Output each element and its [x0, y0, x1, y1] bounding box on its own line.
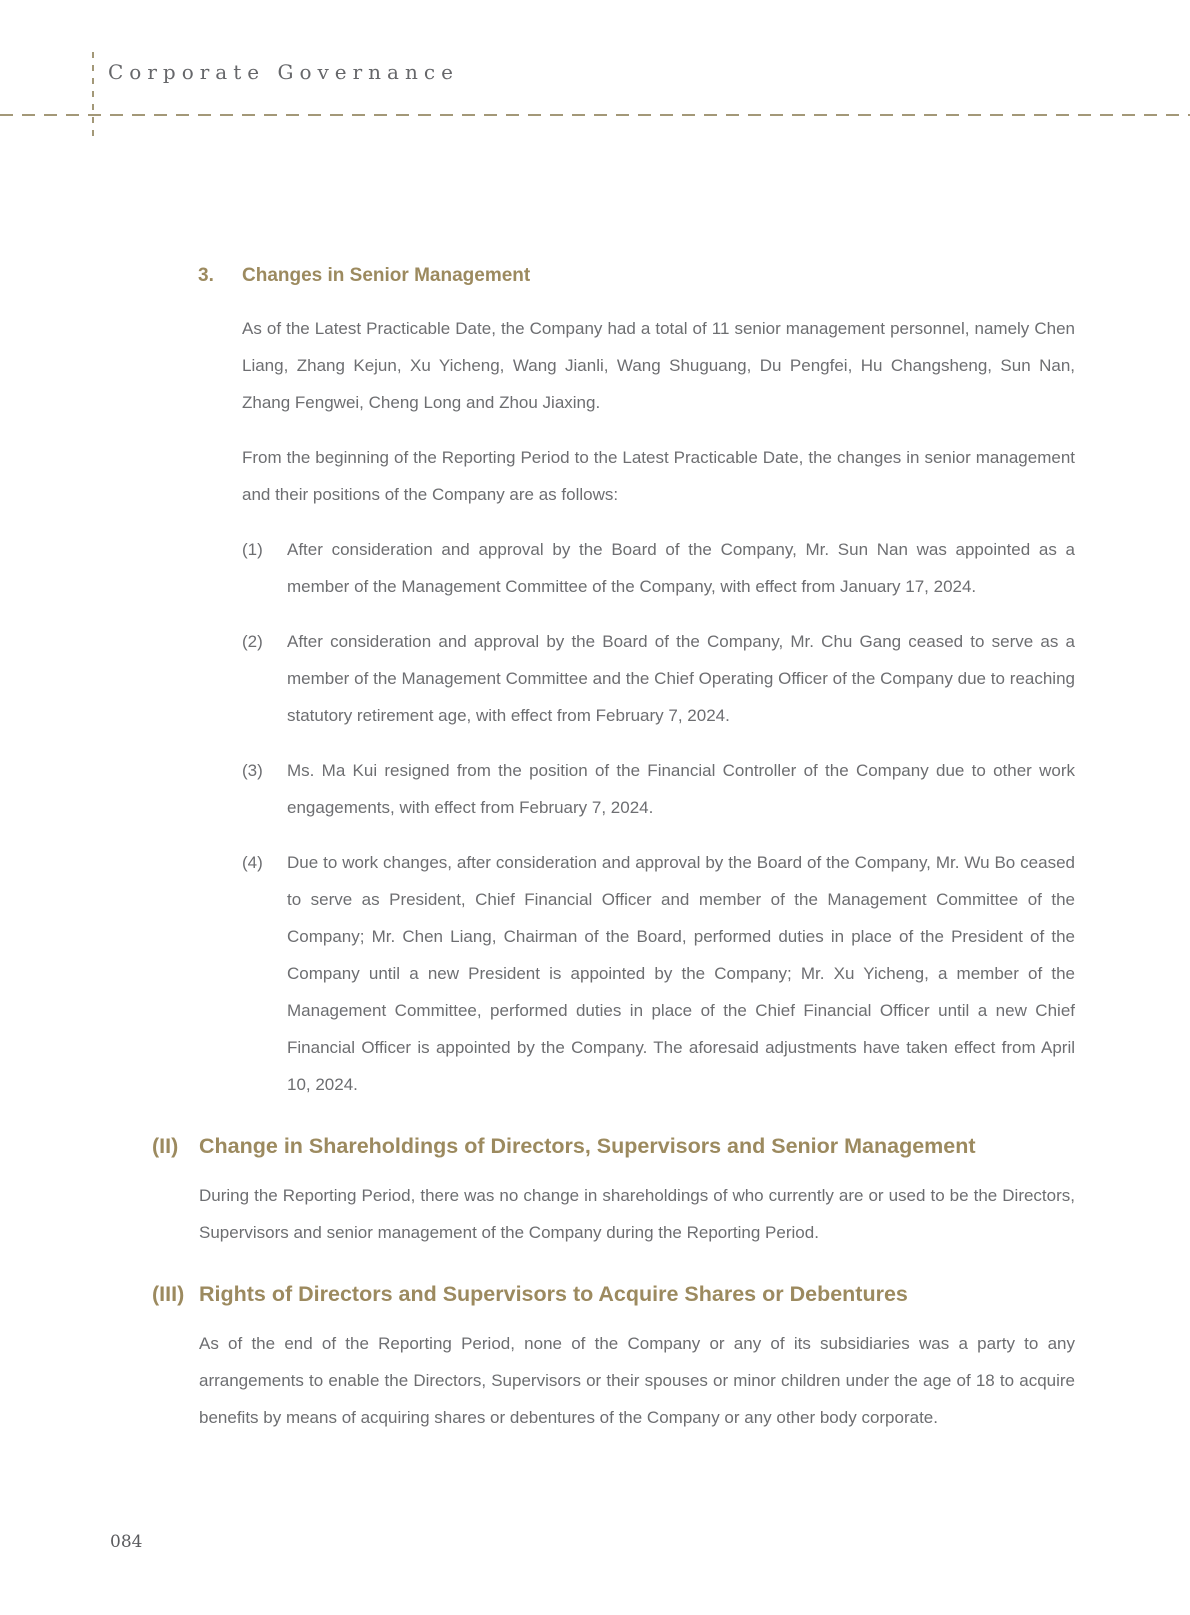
section-3-number: 3.: [198, 265, 214, 286]
list-item-text: Ms. Ma Kui resigned from the position of the Financial Controller of the Company due to other work engagements, with effect from February 7, 2024.: [287, 761, 1075, 817]
section-change-in-shareholdings: [152, 1131, 1075, 1251]
header-divider-horizontal: [0, 114, 1190, 116]
list-item-text: After consideration and approval by the Board of the Company, Mr. Chu Gang ceased to serve as a member of the Management Committee and the Chief Operating Officer of the Company due to reaching statutory retirement age, with effect from February 7, 2024.: [287, 632, 1075, 725]
paragraph: From the beginning of the Reporting Period to the Latest Practicable Date, the changes in senior management and their positions of the Company are as follows:: [242, 448, 1075, 504]
section-ii-heading: [152, 1131, 1075, 1161]
list-item-marker: (3): [242, 761, 263, 780]
section-ii-title: Change in Shareholdings of Directors, Supervisors and Senior Management: [199, 1134, 976, 1158]
header-divider-vertical: [92, 52, 94, 140]
section-3-title: Changes in Senior Management: [242, 265, 531, 286]
list-item: [242, 623, 1075, 734]
paragraph: As of the end of the Reporting Period, none of the Company or any of its subsidiaries was a party to any arrangements to enable the Directors, Supervisors or their spouses or minor children under the age of 18 to acquire benefits by means of acquiring shares or debentures of the Company or any other body corporate.: [199, 1334, 1075, 1427]
paragraph: During the Reporting Period, there was no change in shareholdings of who currently are or used to be the Directors, Supervisors and senior management of the Company during the Reporting Period.: [199, 1186, 1075, 1242]
page-number: 084: [110, 1532, 143, 1552]
list-item-marker: (4): [242, 853, 263, 872]
list-item: [242, 844, 1075, 1103]
section-rights-of-directors: [152, 1279, 1075, 1436]
page-header-title: Corporate Governance: [108, 60, 459, 84]
list-item: [242, 752, 1075, 826]
list-item-text: After consideration and approval by the Board of the Company, Mr. Sun Nan was appointed as a member of the Management Committee of the Company, with effect from January 17, 2024.: [287, 540, 1075, 596]
list-item: [242, 531, 1075, 605]
list-item-marker: (1): [242, 540, 263, 559]
paragraph: As of the Latest Practicable Date, the Company had a total of 11 senior management personnel, namely Chen Liang, Zhang Kejun, Xu Yicheng, Wang Jianli, Wang Shuguang, Du Pengfei, Hu Changsheng, Sun Nan, Zhang Fengwei, Cheng Long and Zhou Jiaxing.: [242, 319, 1075, 412]
section-iii-marker: (III): [152, 1282, 185, 1306]
main-content: [152, 262, 1075, 1446]
section-iii-heading: [152, 1279, 1075, 1309]
section-ii-marker: (II): [152, 1134, 179, 1158]
section-3-heading: [198, 262, 1075, 290]
list-item-text: Due to work changes, after consideration and approval by the Board of the Company, Mr. Wu Bo ceased to serve as President, Chief Financial Officer and member of the Management Committee of the Company; Mr. Chen Liang, Chairman of the Board, performed duties in place of the President of the Company until a new President is appointed by the Company; Mr. Xu Yicheng, a member of the Management Committee, performed duties in place of the Chief Financial Officer until a new Chief Financial Officer is appointed by the Company. The aforesaid adjustments have taken effect from April 10, 2024.: [287, 853, 1075, 1094]
section-iii-title: Rights of Directors and Supervisors to Acquire Shares or Debentures: [199, 1282, 908, 1306]
section-changes-in-senior-management: [198, 262, 1075, 1103]
list-item-marker: (2): [242, 632, 263, 651]
